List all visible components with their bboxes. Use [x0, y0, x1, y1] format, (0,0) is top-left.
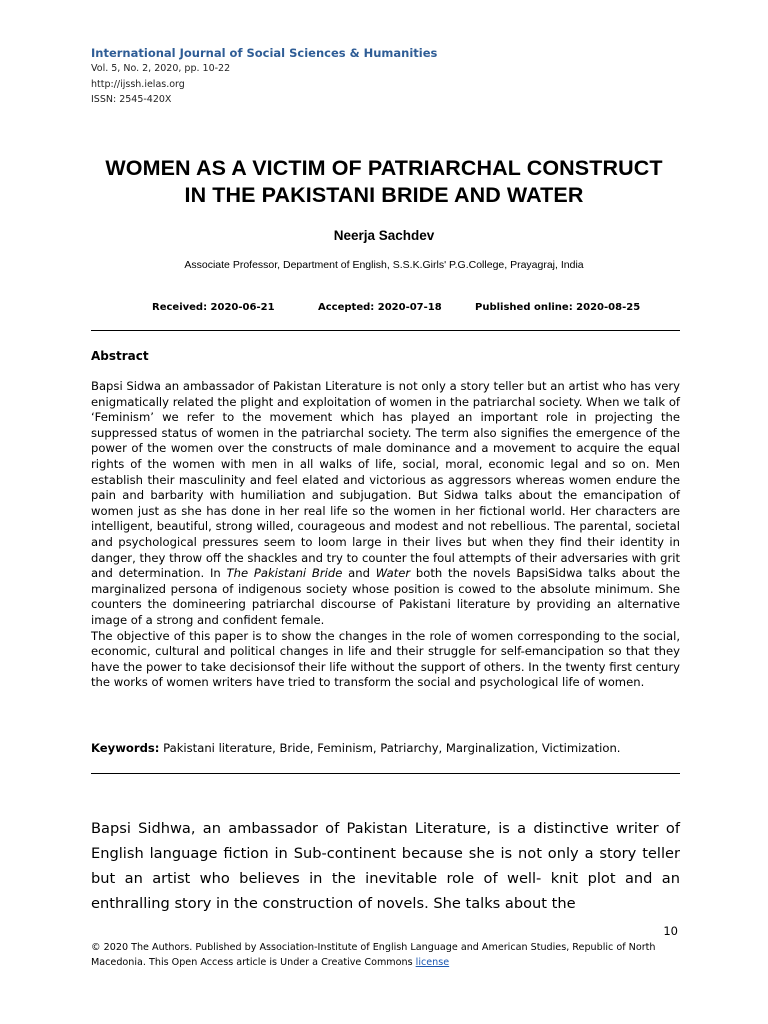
issn: ISSN: 2545-420X — [91, 94, 172, 105]
copyright-text: © 2020 The Authors. Published by Association-Institute of English Language and American Studies, Republic of North Macedonia. This Open Access article is Under a Creative Commons — [91, 942, 656, 968]
page-number: 10 — [663, 924, 678, 938]
keywords — [91, 741, 680, 755]
keywords-label: Keywords: — [91, 741, 160, 755]
abstract-text-2: both the novels BapsiSidwa talks about the marginalized persona of indigenous society whose position is cowed to the absolute minimum. She counters the domineering patriarchal discourse of Pakistani literature by providing an alternative image of a strong and confident female. — [91, 566, 680, 627]
author-affiliation: Associate Professor, Department of English, S.S.K.Girls' P.G.College, Prayagraj, India — [184, 259, 584, 271]
paper-title — [60, 155, 708, 209]
book-title-water: Water — [375, 566, 411, 581]
accepted-date: Accepted: 2020-07-18 — [318, 302, 442, 313]
abstract-and: and — [348, 566, 370, 581]
copyright-footer — [91, 940, 681, 970]
keywords-list: Pakistani literature, Bride, Feminism, Patriarchy, Marginalization, Victimization. — [163, 741, 621, 755]
abstract-heading: Abstract — [91, 349, 149, 363]
paper-title-line-1: WOMEN AS A VICTIM OF PATRIARCHAL CONSTRUCT — [105, 156, 663, 180]
volume-info: Vol. 5, No. 2, 2020, pp. 10-22 — [91, 63, 231, 74]
published-date: Published online: 2020-08-25 — [475, 302, 641, 313]
abstract-body — [91, 379, 680, 691]
received-date: Received: 2020-06-21 — [152, 302, 275, 313]
header-divider — [91, 330, 680, 331]
book-title-pakistani-bride: The Pakistani Bride — [226, 566, 343, 581]
author-name: Neerja Sachdev — [333, 228, 435, 243]
abstract-divider — [91, 773, 680, 774]
license-link[interactable]: license — [415, 957, 450, 968]
journal-url[interactable]: http://ijssh.ielas.org — [91, 79, 185, 90]
abstract-text-1: Bapsi Sidwa an ambassador of Pakistan Literature is not only a story teller but an artist who has very enigmatically related the plight and exploitation of women in the patriarchal society. When we talk of ‘Feminism’ we refer to the movement which has played an important role in projecting the suppressed status of women in the patriarchal society. The term also signifies the emergence of the power of the women over the constructs of male dominance and a movement to acquire the equal rights of the women with men in all walks of life, social, moral, economic legal and so on. Men establish their masculinity and feel elated and victorious as aggressors whereas women endure the pain and barbarity with humiliation and subjugation. But Sidwa talks about the emancipation of women just as she has done in her real life so the women in her fictional world. Her characters are intelligent, beautiful, strong willed, courageous and modest and not rebellious. The parental, societal and psychological pressures seem to loom large in their lives but when they find their identity in danger, they throw off the shackles and try to counter the foul attempts of their adversaries with grit and determination. In — [91, 379, 680, 581]
body-paragraph: Bapsi Sidhwa, an ambassador of Pakistan Literature, is a distinctive writer of English language fiction in Sub-continent because she is not only a story teller but an artist who believes in the inevitable role of well- knit plot and an enthralling story in the construction of novels. She talks about the — [91, 820, 680, 912]
journal-title: International Journal of Social Sciences & Humanities — [91, 46, 438, 60]
abstract-paragraph-2: The objective of this paper is to show the changes in the role of women corresponding to the social, economic, cultural and political changes in life and their struggle for self-emancipation so that they have the power to take decisionsof their life without the support of others. In the twenty first century the works of women writers have tried to transform the social and psychological life of women. — [91, 628, 680, 690]
paper-title-line-2: IN THE PAKISTANI BRIDE AND WATER — [184, 183, 584, 207]
abstract-paragraph-1 — [91, 379, 680, 629]
